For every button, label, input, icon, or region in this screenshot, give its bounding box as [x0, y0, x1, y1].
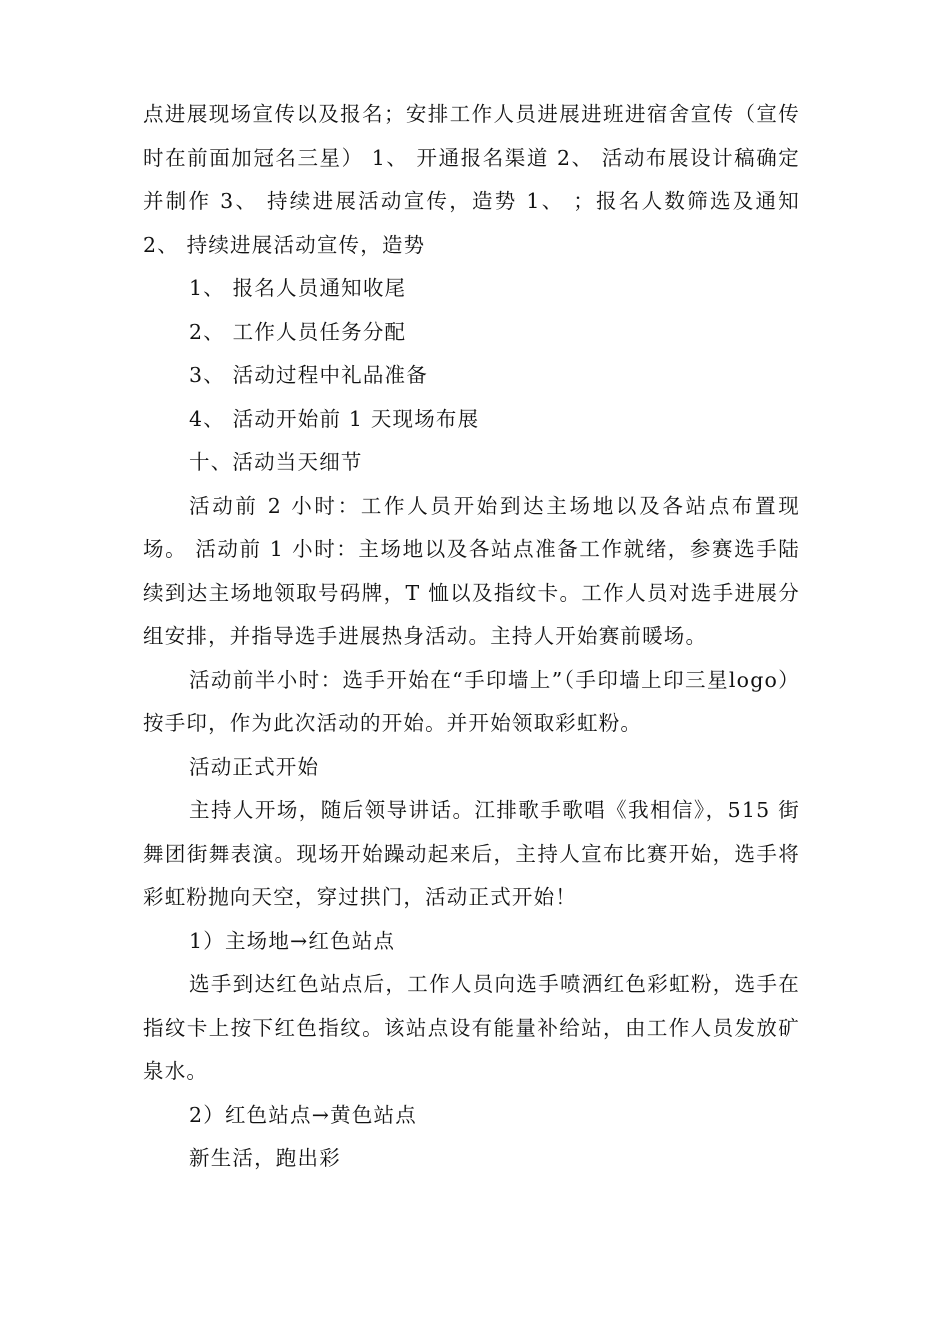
paragraph-red-station: 选手到达红色站点后，工作人员向选手喷洒红色彩虹粉，选手在指纹卡上按下红色指纹。该站点设有能量补给站，由工作人员发放矿泉水。 [143, 972, 800, 1083]
paragraph-half-hour: 活动前半小时：选手开始在“手印墙上”（手印墙上印三星logo）按手印，作为此次活动的开始。并开始领取彩虹粉。 [143, 667, 800, 735]
list-item-2: 2、 工作人员任务分配 [189, 319, 407, 344]
paragraph-slogan: 新生活，跑出彩 [189, 1146, 341, 1170]
subheading-event-start: 活动正式开始 [189, 754, 320, 779]
paragraph-before-event: 活动前 2 小时：工作人员开始到达主场地以及各站点布置现场。 活动前 1 小时：主场地以及各站点准备工作就绪，参赛选手陆续到达主场地领取号码牌，T 恤以及指纹卡。工作人员对选手进展分组安排，并指导选手进展热身活动。主持人开始赛前暖场。 [143, 493, 800, 648]
list-item-1: 1、 报名人员通知收尾 [189, 276, 407, 300]
step-heading-1: 1）主场地→红色站点 [189, 928, 396, 953]
list-item-3: 3、 活动过程中礼品准备 [189, 363, 428, 387]
paragraph-schedule: 点进展现场宣传以及报名；安排工作人员进展进班进宿舍宣传（宣传时在前面加冠名三星） 1、 开通报名渠道 2、 活动布展设计稿确定并制作 3、 持续进展活动宣传，造势 1、 ；报名人数筛选及通知 2、 持续进展活动宣传，造势 [143, 102, 800, 257]
step-heading-2: 2）红色站点→黄色站点 [189, 1102, 417, 1127]
paragraph-opening: 主持人开场，随后领导讲话。江排歌手歌唱《我相信》，515 街舞团街舞表演。现场开始躁动起来后，主持人宣布比赛开始，选手将彩虹粉抛向天空，穿过拱门，活动正式开始！ [143, 798, 800, 909]
section-heading: 十、活动当天细节 [189, 450, 363, 474]
list-item-4: 4、 活动开始前 1 天现场布展 [189, 406, 480, 431]
